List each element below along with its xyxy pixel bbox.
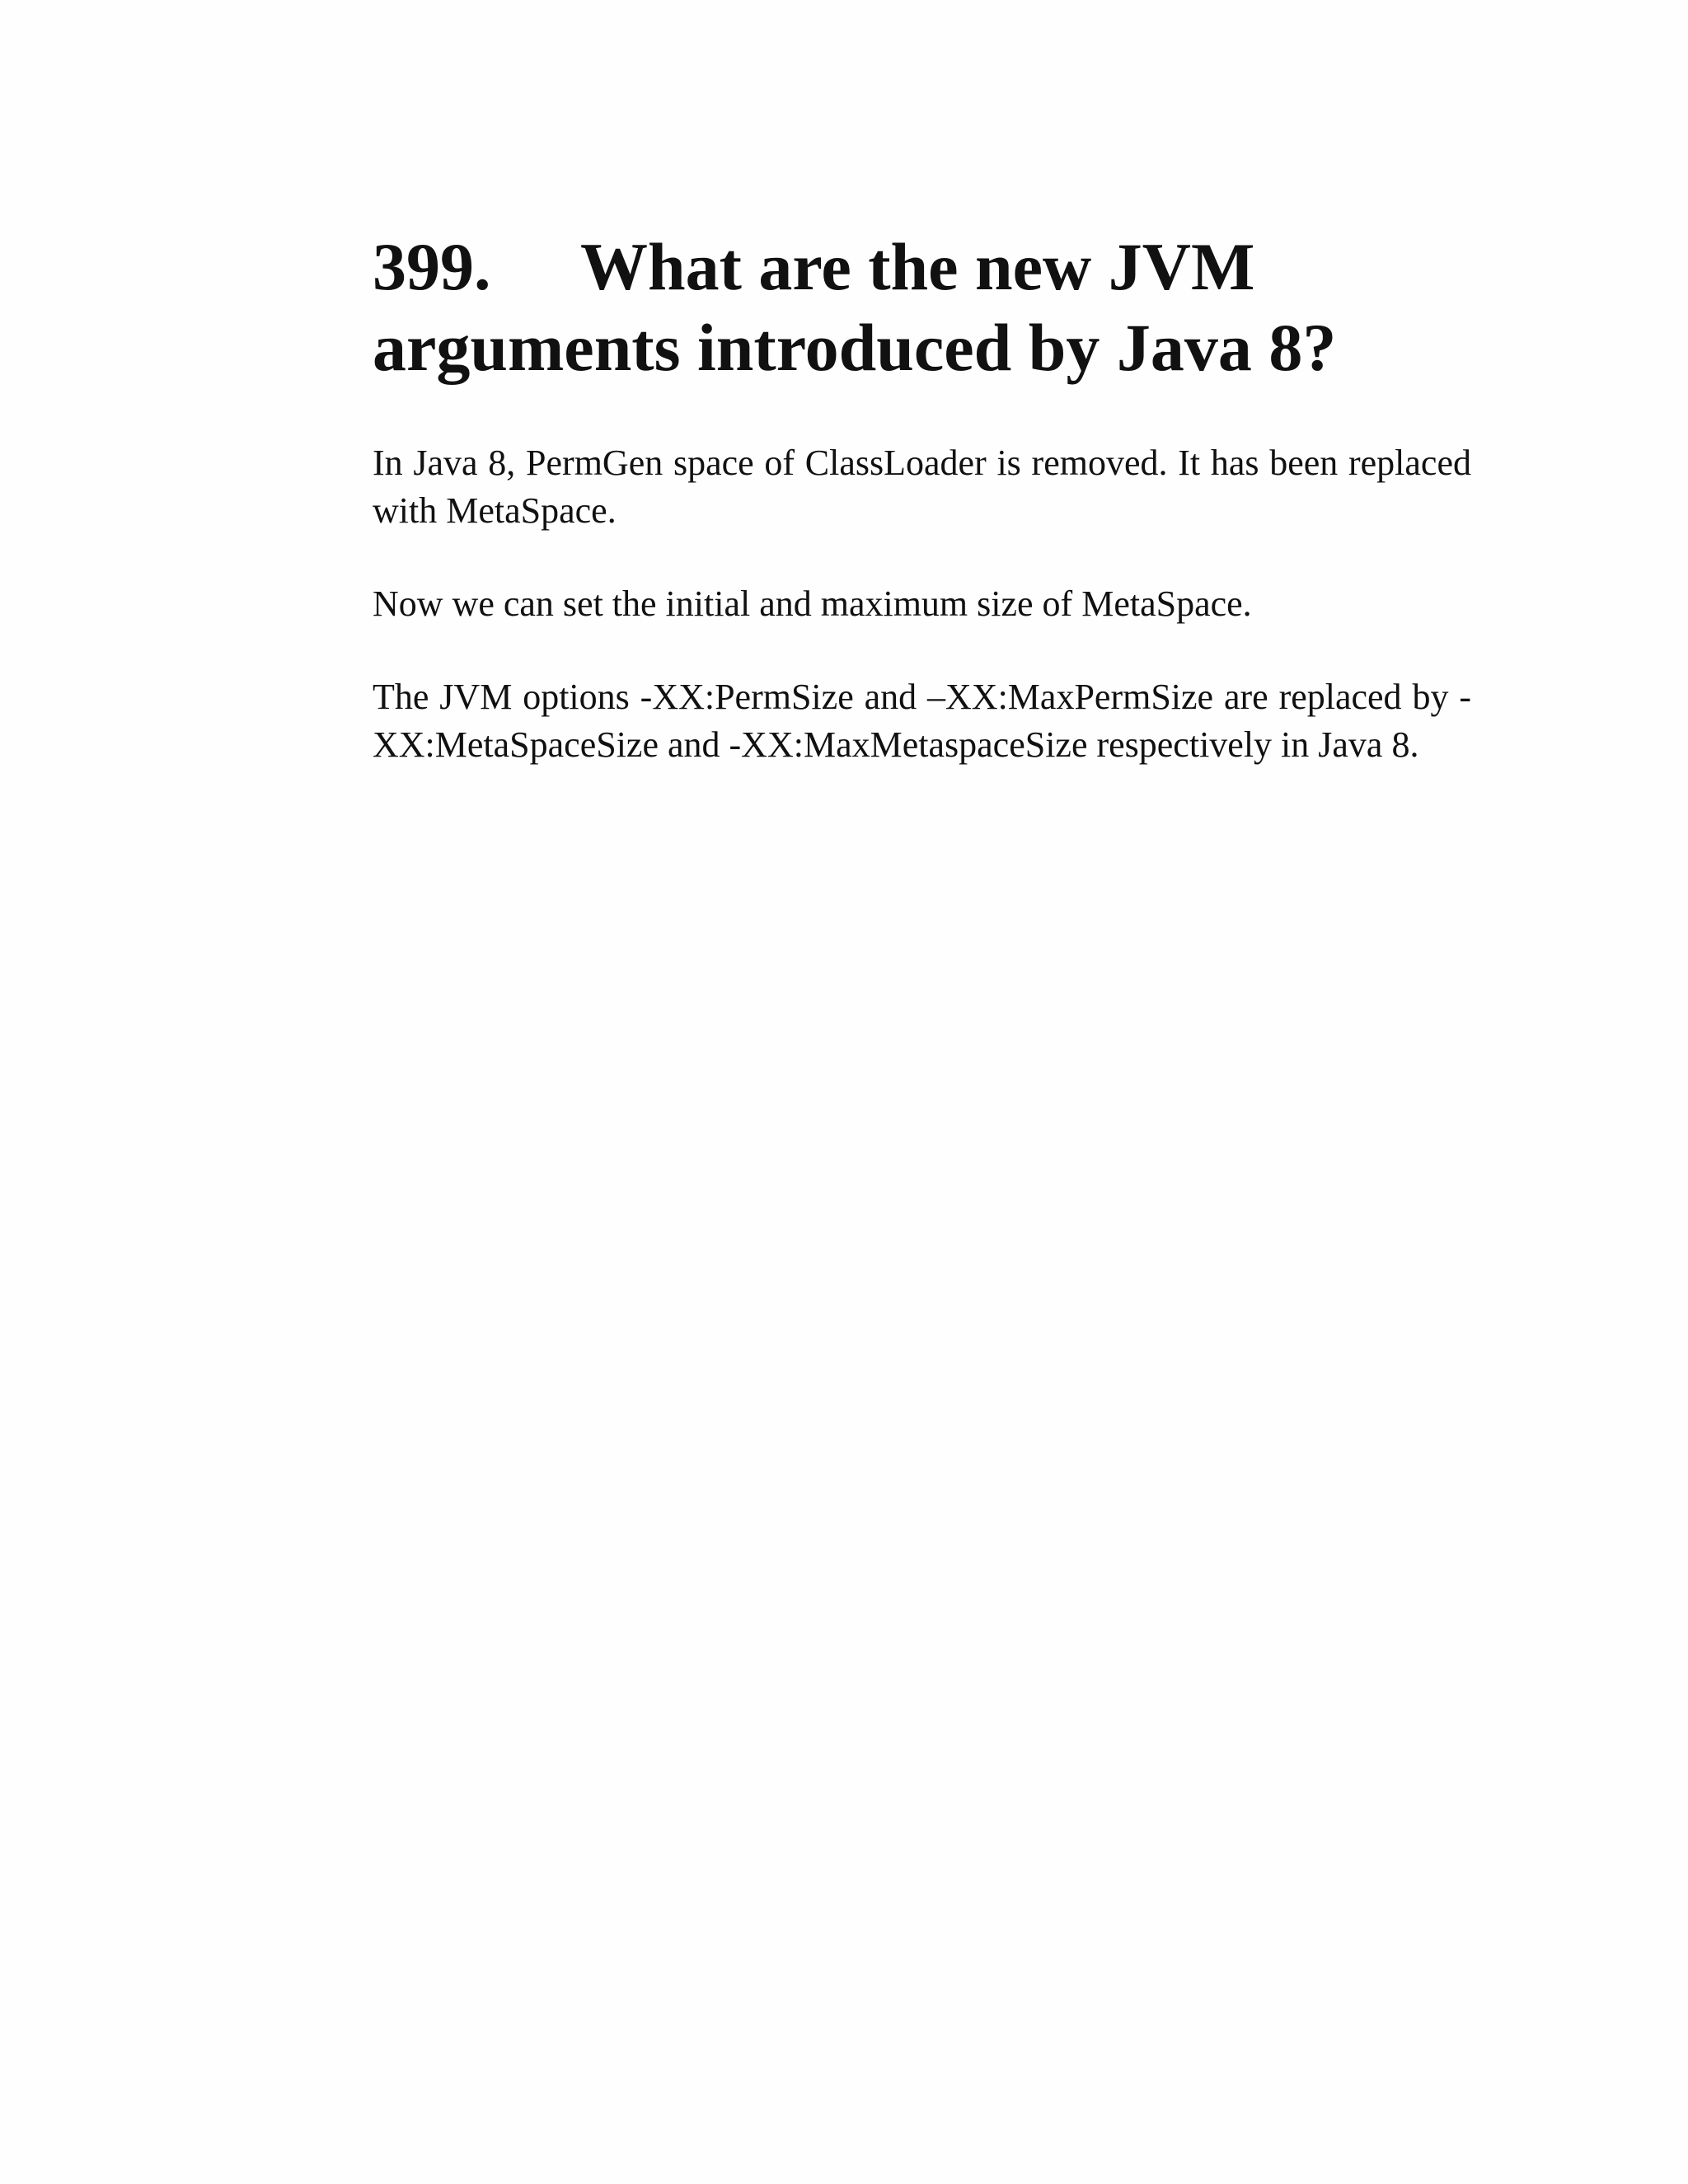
page-content [373, 227, 1471, 769]
question-heading [373, 227, 1471, 388]
question-title-line2: arguments introduced by Java 8? [373, 310, 1337, 385]
question-number: 399. [373, 229, 491, 304]
paragraph-jvm-options: The JVM options -XX:PermSize and –XX:MaxPermSize are replaced by -XX:MetaSpaceSize and -XX:MaxMetaspaceSize respectively in Java 8. [373, 677, 1471, 765]
paragraph-metaspace-size: Now we can set the initial and maximum size of MetaSpace. [373, 583, 1252, 624]
paragraph-permgen-removed: In Java 8, PermGen space of ClassLoader is removed. It has been replaced with MetaSpace. [373, 443, 1471, 531]
question-title-line1: What are the new JVM [580, 229, 1255, 304]
